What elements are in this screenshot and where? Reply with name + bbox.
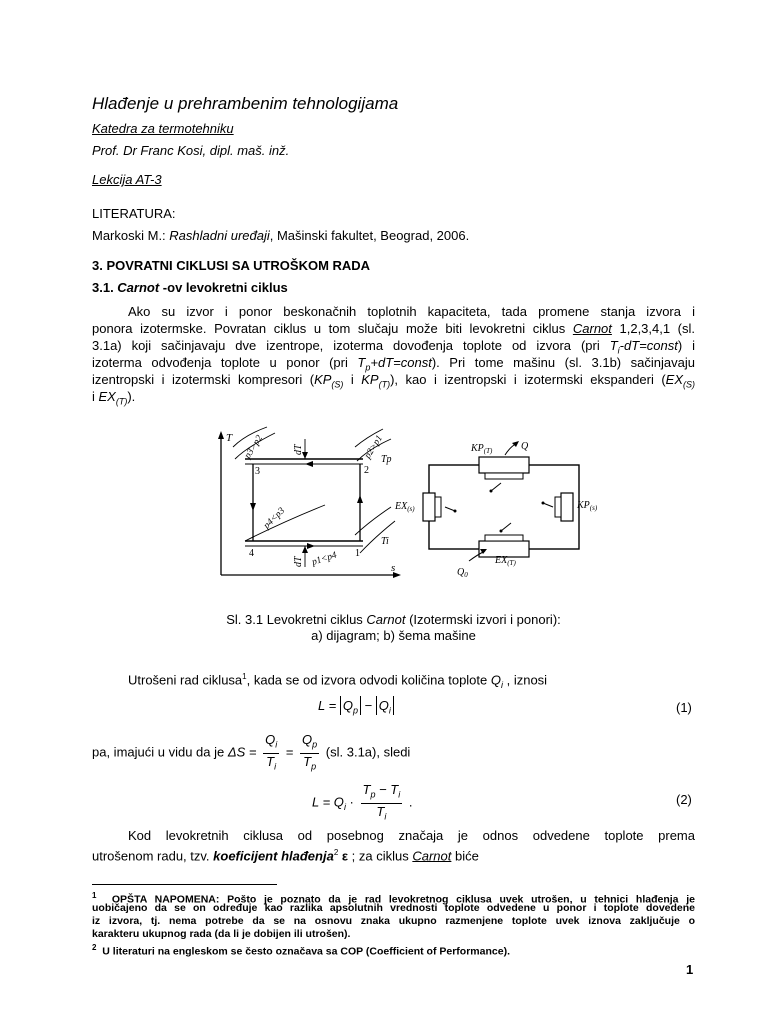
q0-sub: 0 <box>464 571 468 579</box>
footnote-divider <box>92 884 277 885</box>
ex-t-text: EX <box>495 555 508 566</box>
p1-l4b: T <box>357 355 366 370</box>
p1-l5e: KP <box>361 372 379 387</box>
fn1-line-1 <box>92 889 695 906</box>
literature-reference <box>92 228 469 243</box>
p1-l5c: (S) <box>331 379 344 390</box>
p1-l6b: EX <box>98 389 116 404</box>
ts-diagram <box>205 425 405 585</box>
fn1-line-3: iz izvora, tj. nema potrebe da se na osnovu znaka ukupno razmenjene toplote uvek iznova zaključuje o <box>92 915 695 927</box>
fn2-text: U literaturi na engleskom se često označava sa COP (Coefficient of Performance). <box>102 945 510 958</box>
p1-l5g: ), kao i izentropski i izotermski ekspanderi ( <box>390 372 666 387</box>
kp-s-box <box>561 493 573 521</box>
p1-line-3 <box>92 337 695 354</box>
p1-l2a: ponora izotermske. Povratan ciklus u tom slučaju može biti levokretni ciklus <box>92 321 573 336</box>
department-name: Katedra za termotehniku <box>92 121 234 136</box>
kp-s-piston <box>555 497 561 517</box>
p3-line-2 <box>92 844 695 864</box>
literature-heading: LITERATURA: <box>92 206 176 221</box>
eq1-abs-2 <box>376 696 394 715</box>
arrow-up <box>357 495 363 503</box>
subsection-heading <box>92 280 288 295</box>
frac-qp-tp <box>300 732 319 774</box>
eq1-q1: Q <box>342 698 353 713</box>
eq2-num: T <box>362 782 371 797</box>
isobar-p4 <box>245 505 325 541</box>
p1-line-1: Ako su izvor i ponor beskonačnih toplotnih kapaciteta, tada promene stanja izvora i <box>128 304 695 319</box>
point-1: 1 <box>355 548 360 559</box>
eqi-d2: T <box>303 753 312 769</box>
eq1-q2: Q <box>378 698 389 713</box>
p3-l2f: biće <box>451 848 479 864</box>
p1-carnot: Carnot <box>572 321 612 336</box>
eq2-den: T <box>376 803 385 819</box>
document-title: Hlađenje u prehrambenim tehnologijama <box>92 94 399 113</box>
eqi-n1sub: i <box>275 739 278 750</box>
eq1-lhs: L = <box>318 698 340 713</box>
eq1-abs-1 <box>340 696 361 715</box>
p1-l3c: i <box>617 345 620 356</box>
eqi-n2: Q <box>302 732 313 747</box>
author-name: Prof. Dr Franc Kosi, dipl. maš. inž. <box>92 143 290 158</box>
eq2-lhs: L = Q <box>312 794 344 810</box>
fn1-line-2: uobičajeno da se on određuje kao razlika apsolutnih vrednosti toplote odvedene u ponor i toplote dovedene <box>92 902 695 914</box>
eq2-num-sub2: i <box>398 789 401 800</box>
intro-paragraph <box>92 303 695 405</box>
eqi-eq: = <box>282 744 298 760</box>
q0-text: Q <box>457 567 465 578</box>
kp-s-sub: (s) <box>589 504 598 512</box>
p1-line-6 <box>92 388 695 405</box>
point-2: 2 <box>364 465 369 476</box>
p1-l4e: ). Pri tome mašinu (sl. 3.1b) sačinjavaju <box>431 355 695 370</box>
subsection-rest: -ov levokretni ciklus <box>159 280 288 295</box>
valve-top-dot <box>490 490 493 493</box>
label-p2-p1: p2>p1 <box>363 433 386 461</box>
valve-right-dot <box>542 502 545 505</box>
axis-label-s: s <box>391 562 396 574</box>
machine-scheme <box>395 435 600 580</box>
equation-1 <box>318 698 394 716</box>
ref-title: Rashladni uređaji <box>169 228 270 243</box>
fn2-line <box>92 941 695 958</box>
point-4: 4 <box>249 548 254 559</box>
figure-caption-line-2: a) dijagram; b) šema mašine <box>311 628 476 643</box>
p3-koef: koeficijent hlađenja <box>213 848 334 864</box>
frac-tp-ti <box>361 782 403 824</box>
eq1-q2sub: i <box>388 705 391 716</box>
label-kp-t <box>470 443 493 455</box>
page-number: 1 <box>686 962 694 977</box>
valve-bottom-dot <box>500 530 503 533</box>
ref-author: Markoski M.: <box>92 228 170 243</box>
valve-top <box>491 483 501 491</box>
eqi-n2sub: p <box>312 739 318 750</box>
ex-t-sub: (T) <box>507 559 516 567</box>
p1-l3e: ) i <box>677 338 695 353</box>
eq2-lhs-sub: i <box>343 802 346 813</box>
p1-l6c: (T) <box>115 396 128 407</box>
p1-l4c: p <box>365 362 371 373</box>
eqi-pre: pa, imajući u vidu da je <box>92 744 228 760</box>
eqi-ds: ΔS = <box>227 744 261 760</box>
footnote-ref-2[interactable]: 2 <box>333 848 339 857</box>
frac-qi-ti <box>263 732 279 774</box>
p1-line-2 <box>92 320 695 337</box>
p3-l2a: utrošenom radu, tzv. <box>92 848 214 864</box>
caption-1b: Carnot <box>366 612 406 627</box>
cop-paragraph <box>92 827 695 864</box>
p1-l6d: ). <box>127 389 136 404</box>
p3-line-1: Kod levokretnih ciklusa od posebnog značaja je odnos odvedene toplote prema <box>128 828 695 843</box>
p3-l2d: ; za ciklus <box>348 848 413 864</box>
p1-l5f: (T) <box>378 379 391 390</box>
label-p1-p4: p1<p4 <box>310 550 339 568</box>
eqi-d1sub: i <box>274 761 277 772</box>
label-p4-p3: p4<p3 <box>262 506 288 532</box>
point-3: 3 <box>255 466 260 477</box>
kp-t-box <box>479 457 529 473</box>
subsection-number: 3.1. <box>92 280 118 295</box>
p2-c: , iznosi <box>503 672 548 688</box>
eqi-post: (sl. 3.1a), sledi <box>322 744 411 760</box>
label-kp-s <box>576 500 598 512</box>
ref-rest: , Mašinski fakultet, Beograd, 2006. <box>269 228 470 243</box>
label-ex-s <box>394 501 415 513</box>
eq2-den-sub: i <box>384 811 387 822</box>
ex-s-text: EX <box>395 501 408 512</box>
p3-eps: ε <box>338 848 349 864</box>
footnote-ref-1[interactable]: 1 <box>242 672 247 681</box>
equation-2-number: (2) <box>676 792 692 807</box>
p1-l5h: EX <box>665 372 683 387</box>
t-axis-arrow <box>218 431 224 439</box>
p2-b: , kada se od izvora odvodi količina toplote <box>246 672 491 688</box>
arrow-right <box>307 543 315 549</box>
p1-l3b: T <box>609 338 618 353</box>
eq2-dot: · <box>345 794 358 810</box>
dt-top-label: dT <box>293 444 304 455</box>
ex-t-piston <box>485 535 523 541</box>
eqi-d1: T <box>266 753 275 769</box>
p1-line-4 <box>92 354 695 371</box>
fn1-number: 1 <box>92 891 97 900</box>
dt-bot-label: dT <box>293 556 304 567</box>
kp-s-text: KP <box>577 500 590 511</box>
entropy-line <box>92 732 410 774</box>
valve-right <box>543 503 553 507</box>
p3-carnot: Carnot <box>412 848 452 864</box>
label-tp: Tp <box>381 454 392 465</box>
valve-left-dot <box>454 510 457 513</box>
footnote-1 <box>92 889 695 941</box>
p2-q: Q <box>490 672 501 688</box>
p1-l2c: 1,2,3,4,1 (sl. <box>611 321 696 336</box>
p1-l4d: +dT=const <box>370 355 432 370</box>
ex-s-sub: (s) <box>407 505 415 513</box>
p1-line-5 <box>92 371 695 388</box>
p1-l5i: (S) <box>683 379 695 390</box>
eqi-d2sub: p <box>311 761 317 772</box>
lecture-label: Lekcija AT-3 <box>92 172 162 187</box>
p1-l5b: KP <box>314 372 332 387</box>
equation-1-number: (1) <box>676 700 692 715</box>
ex-s-piston <box>435 497 441 517</box>
p2-a: Utrošeni rad ciklusa <box>128 672 243 688</box>
label-q0 <box>457 567 468 579</box>
kp-t-text: KP <box>471 443 484 454</box>
p1-l3a: 3.1a) koji sačinjavaju dve izentrope, izoterma dovođenja toplote od izvora (pri <box>92 338 610 353</box>
p1-l4a: izoterma odvođenja toplote u ponor (pri <box>92 355 358 370</box>
fn1-l1: OPŠTA NAPOMENA: Pošto je poznato da je rad levokretnog ciklusa uvek utrošen, u tehnici hlađenja je <box>111 893 695 906</box>
figure-caption-line-1 <box>92 612 695 627</box>
eqi-n1: Q <box>265 732 276 747</box>
eq1-q1sub: p <box>352 705 358 716</box>
kp-t-sub: (T) <box>483 447 493 455</box>
arrow-left <box>305 461 313 467</box>
caption-1c: (Izotermski izvori i ponori): <box>405 612 561 627</box>
caption-1a: Sl. 3.1 Levokretni ciklus <box>226 612 367 627</box>
work-paragraph <box>128 672 547 690</box>
label-q: Q <box>521 441 529 452</box>
eq1-minus: − <box>360 698 376 713</box>
arrow-down <box>250 503 256 511</box>
label-p3-p2: p3>p2 <box>243 433 266 461</box>
label-ti: Ti <box>381 536 389 547</box>
axis-label-t: T <box>226 432 233 444</box>
kp-t-piston <box>485 473 523 479</box>
footnote-2 <box>92 941 695 958</box>
ex-s-box <box>423 493 435 521</box>
section-heading: 3. POVRATNI CIKLUSI SA UTROŠKOM RADA <box>92 258 371 273</box>
p1-l6a: i <box>92 389 99 404</box>
eq2-num-sub1: p <box>370 789 376 800</box>
equation-2 <box>312 782 412 824</box>
valve-bottom <box>501 523 511 531</box>
p1-l5d: i <box>343 372 362 387</box>
subsection-carnot: Carnot <box>117 280 160 295</box>
fn2-number: 2 <box>92 943 97 952</box>
p2-qsub: i <box>501 679 503 690</box>
fn1-line-4: karakteru ukupnog rada (da li je dobijen ili utrošen). <box>92 928 351 940</box>
eq2-num-mid: − T <box>375 782 399 797</box>
eq2-end: . <box>405 794 413 810</box>
p1-l3d: -dT=const <box>619 338 678 353</box>
valve-left <box>445 507 455 511</box>
p1-l5a: izentropski i izotermski kompresori ( <box>92 372 315 387</box>
